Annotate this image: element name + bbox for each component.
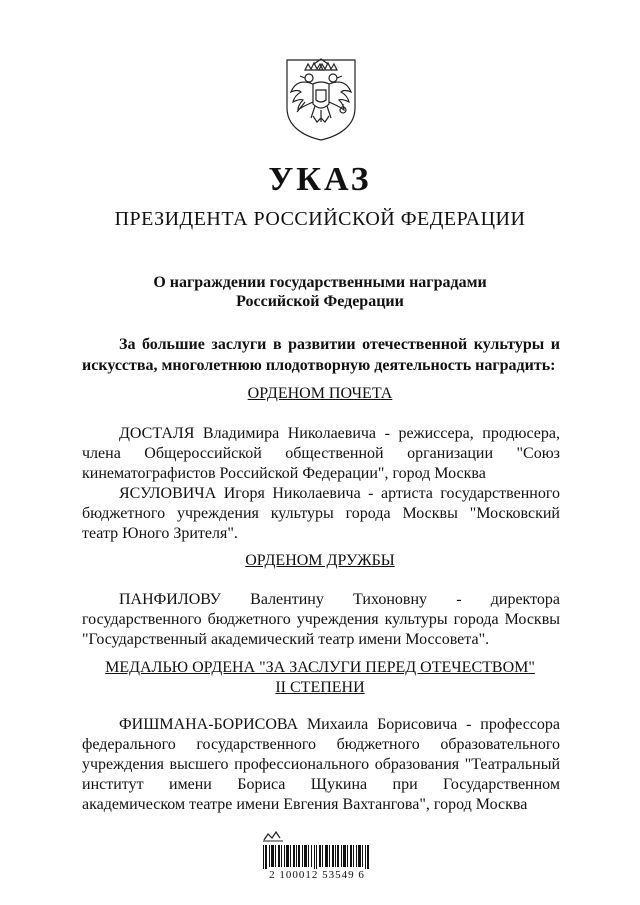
- award-heading-line: МЕДАЛЬЮ ОРДЕНА "ЗА ЗАСЛУГИ ПЕРЕД ОТЕЧЕСТВОМ": [105, 659, 535, 676]
- barcode-number: 2 100012 53549 6: [269, 869, 365, 881]
- award-heading-merit-medal: [0, 658, 640, 698]
- decree-topic: [0, 273, 640, 311]
- award-heading-line: ОРДЕНОМ ДРУЖБЫ: [245, 552, 395, 569]
- coat-of-arms-emblem-icon: [283, 56, 359, 142]
- decree-preamble: За большие заслуги в развитии отечественной культуры и искусства, многолетнюю плодотворную деятельность наградить:: [82, 336, 560, 374]
- decree-subtitle: ПРЕЗИДЕНТА РОССИЙСКОЙ ФЕДЕРАЦИИ: [114, 208, 526, 230]
- award-recipient-entry: ДОСТАЛЯ Владимира Николаевича - режиссера, продюсера, члена Общероссийской общественной организации "Союз кинематографистов Российской Федерации", город Москва: [82, 425, 560, 482]
- topic-line-1: О награждении государственными наградами: [153, 274, 487, 291]
- award-heading-line: ОРДЕНОМ ПОЧЕТА: [247, 385, 393, 402]
- award-heading-order-of-honour: [0, 384, 640, 404]
- award-recipient-entry: ФИШМАНА-БОРИСОВА Михаила Борисовича - профессора федерального государственного бюджетного образовательного учреждения высшего профессионального образования "Театральный институт имени Бориса Щукина при Государственном академическом театре имени Евгения Вахтангова", город Москва: [82, 716, 560, 813]
- decree-title: УКАЗ: [268, 161, 372, 198]
- award-heading-order-of-friendship: [0, 551, 640, 571]
- document-mark-icon: [262, 830, 284, 842]
- award-recipient-entry: ПАНФИЛОВУ Валентину Тихоновну - директора государственного бюджетного учреждения культуры города Москвы "Государственный академический театр имени Моссовета".: [82, 591, 560, 648]
- award-recipient-entry: ЯСУЛОВИЧА Игоря Николаевича - артиста государственного бюджетного учреждения культуры города Москвы "Московский театр Юного Зрителя".: [82, 485, 560, 542]
- topic-line-2: Российской Федерации: [236, 293, 404, 310]
- award-heading-line: II СТЕПЕНИ: [275, 679, 365, 696]
